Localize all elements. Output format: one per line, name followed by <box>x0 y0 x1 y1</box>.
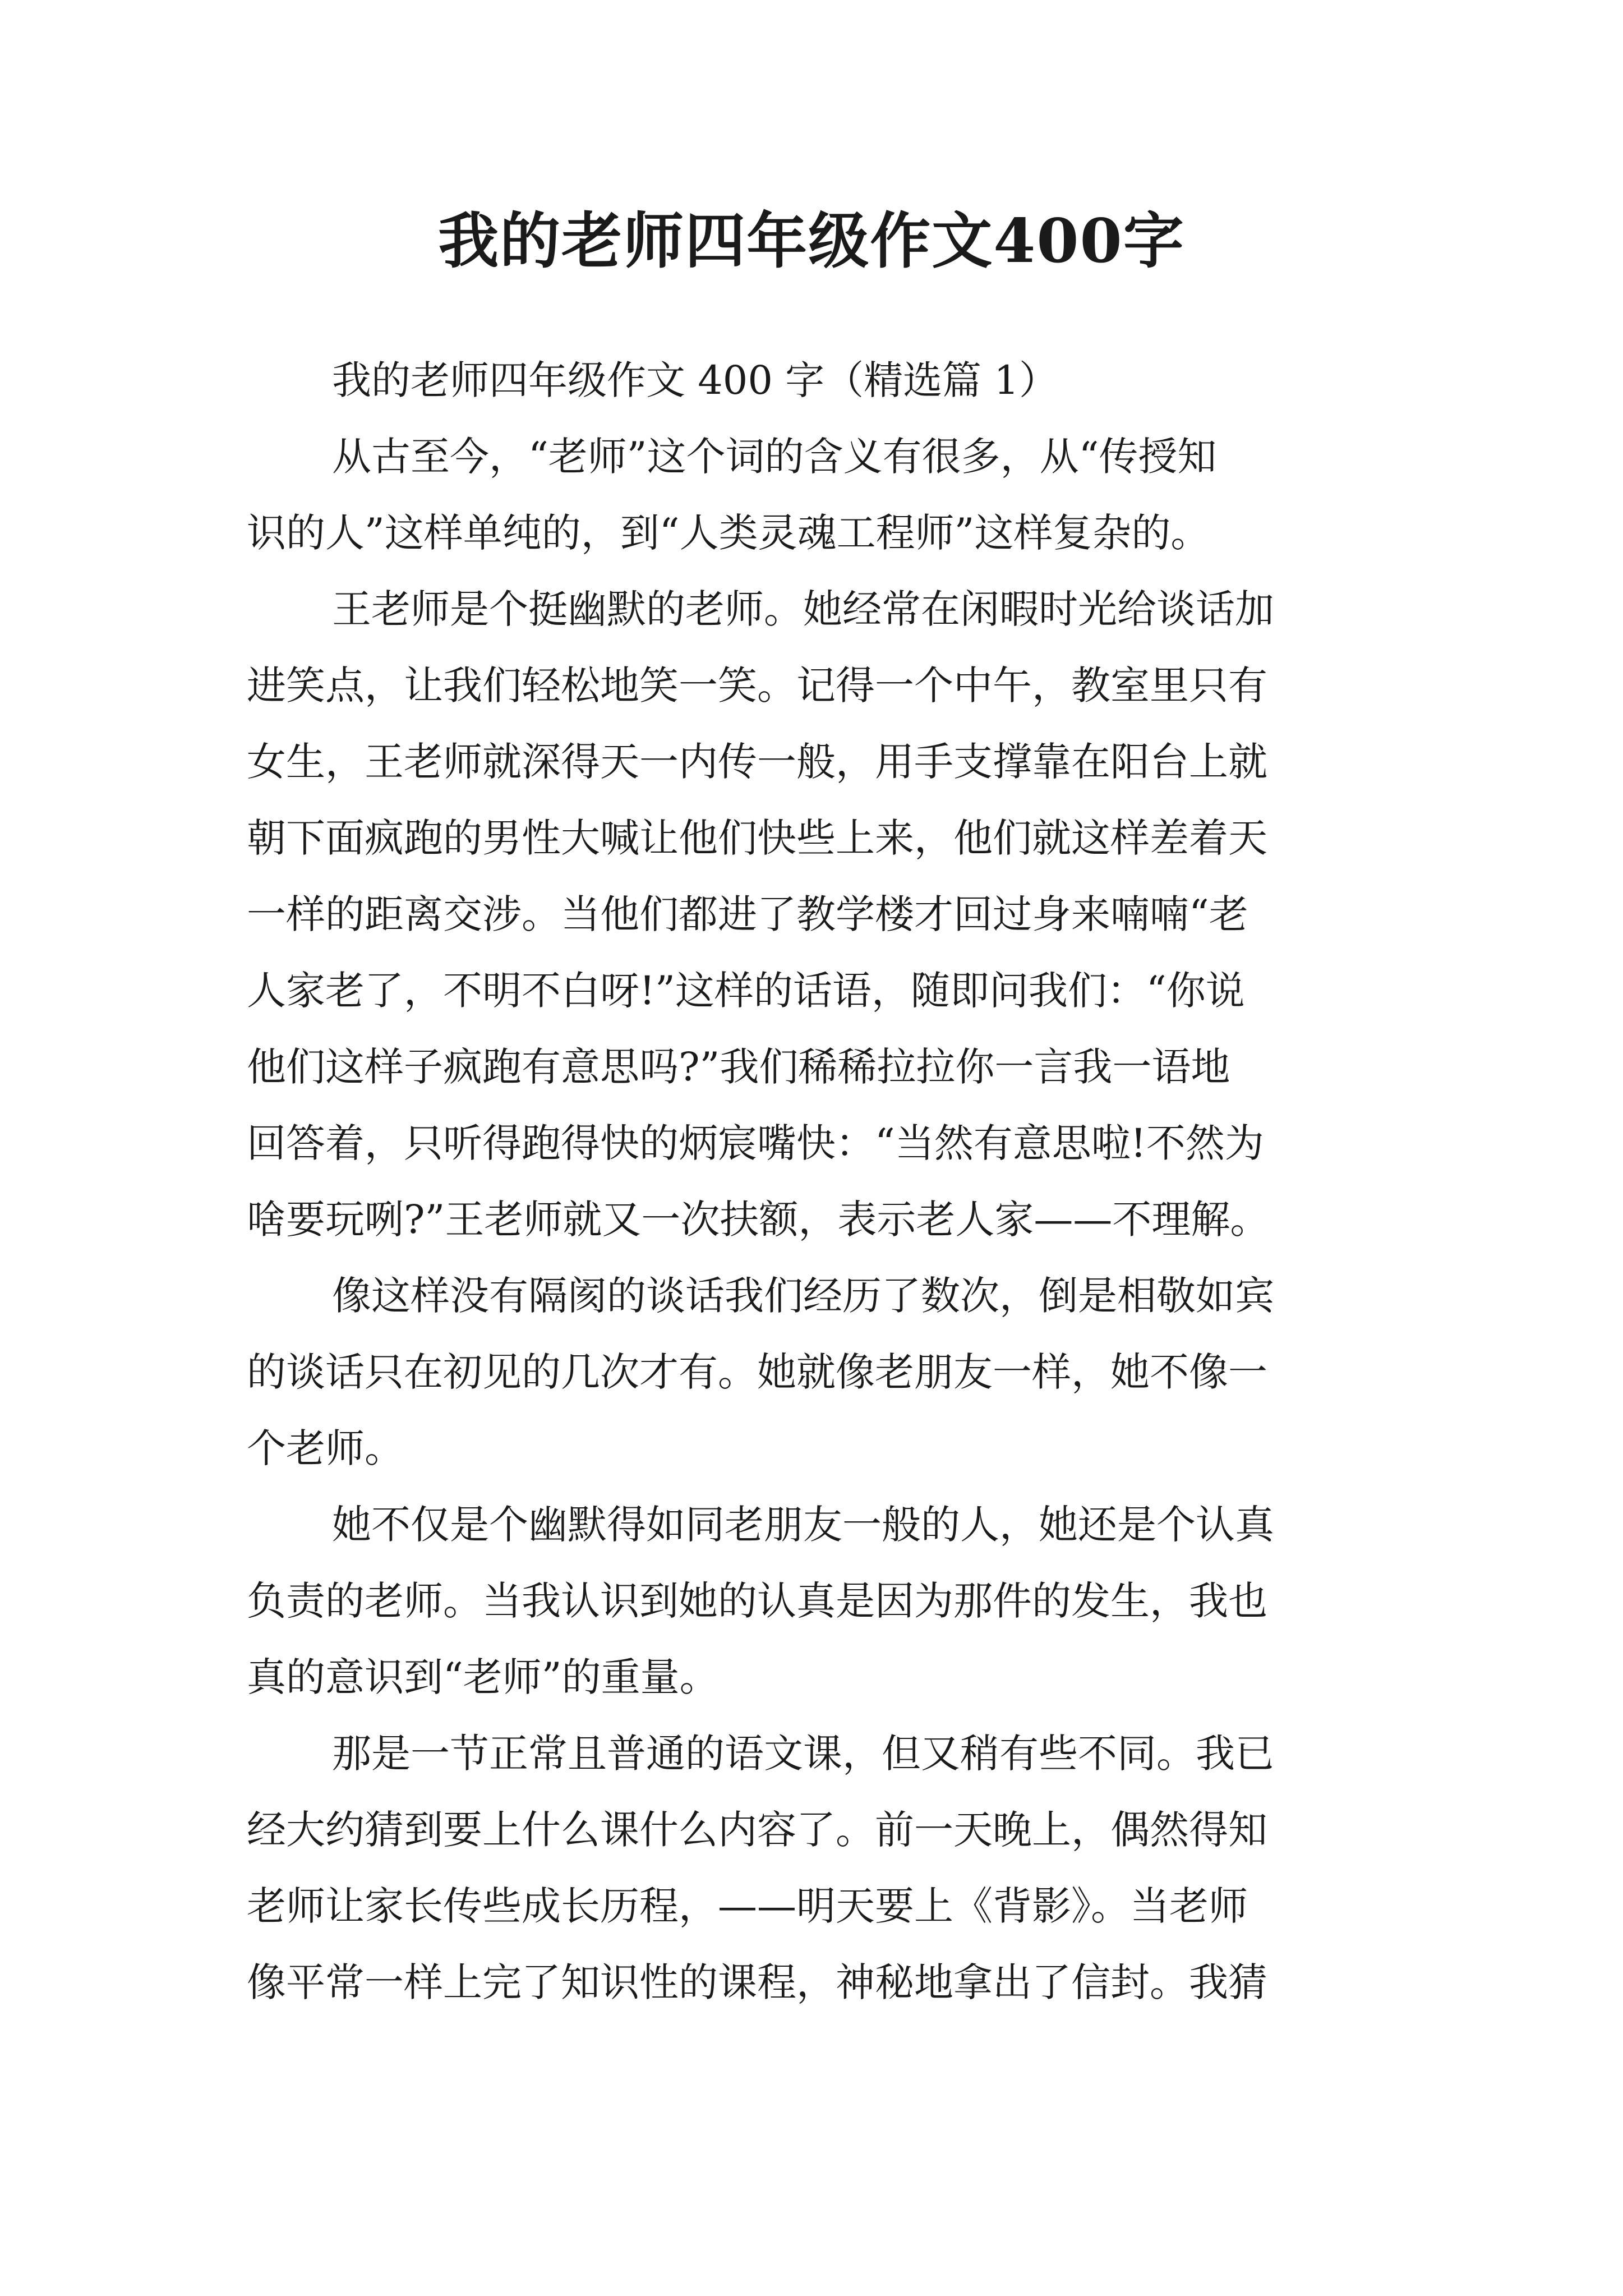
text-line: 老师让家长传些成长历程，——明天要上《背影》。当老师 <box>247 1883 1248 1929</box>
document-title: 我的老师四年级作文400字 <box>438 206 1185 277</box>
text-line: 朝下面疯跑的男性大喊让他们快些上来，他们就这样差着天 <box>247 815 1267 861</box>
text-line: 负责的老师。当我认识到她的认真是因为那件的发生，我也 <box>247 1578 1267 1624</box>
text-line: 回答着，只听得跑得快的炳宸嘴快：“当然有意思啦!不然为 <box>247 1120 1264 1166</box>
text-line: 人家老了，不明不白呀!”这样的话语，随即问我们：“你说 <box>247 968 1245 1014</box>
text-line: 我的老师四年级作文 400 字（精选篇 1） <box>332 357 1058 403</box>
text-line: 的谈话只在初见的几次才有。她就像老朋友一样，她不像一 <box>247 1349 1267 1395</box>
text-line: 识的人”这样单纯的，到“人类灵魂工程师”这样复杂的。 <box>247 510 1210 556</box>
text-line: 一样的距离交涉。当他们都进了教学楼才回过身来喃喃“老 <box>247 891 1248 937</box>
text-line: 王老师是个挺幽默的老师。她经常在闲暇时光给谈话加 <box>332 586 1274 632</box>
text-line: 个老师。 <box>247 1425 404 1471</box>
text-line: 真的意识到“老师”的重量。 <box>247 1654 719 1700</box>
text-line: 进笑点，让我们轻松地笑一笑。记得一个中午，教室里只有 <box>247 662 1267 708</box>
text-line: 她不仅是个幽默得如同老朋友一般的人，她还是个认真 <box>332 1502 1274 1548</box>
text-line: 女生，王老师就深得天一内传一般，用手支撑靠在阳台上就 <box>247 739 1267 785</box>
document-body <box>247 342 1380 2021</box>
text-line: 从古至今，“老师”这个词的含义有很多，从“传授知 <box>332 434 1217 480</box>
text-line: 他们这样子疯跑有意思吗?”我们稀稀拉拉你一言我一语地 <box>247 1044 1230 1090</box>
text-line: 像平常一样上完了知识性的课程，神秘地拿出了信封。我猜 <box>247 1959 1267 2005</box>
text-line: 那是一节正常且普通的语文课，但又稍有些不同。我已 <box>332 1731 1274 1777</box>
text-line: 像这样没有隔阂的谈话我们经历了数次，倒是相敬如宾 <box>332 1273 1274 1319</box>
text-line: 啥要玩咧?”王老师就又一次扶额，表示老人家——不理解。 <box>247 1197 1270 1243</box>
text-line: 经大约猜到要上什么课什么内容了。前一天晚上，偶然得知 <box>247 1807 1267 1853</box>
